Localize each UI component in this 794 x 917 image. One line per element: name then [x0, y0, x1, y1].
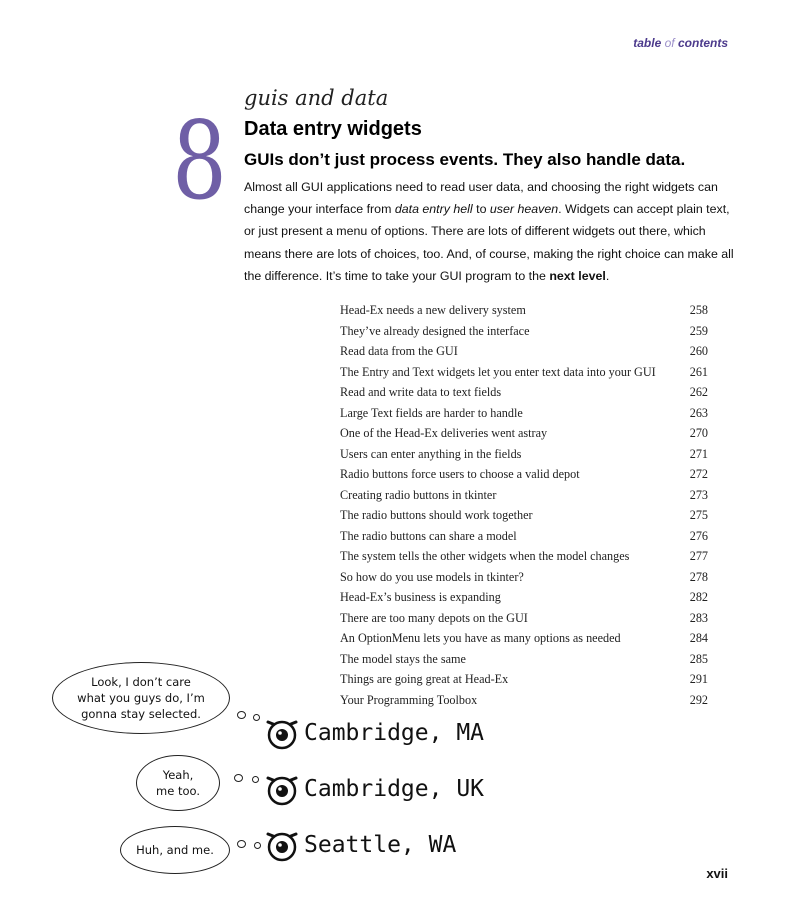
depot-label-3: Seattle, WA [304, 832, 457, 858]
intro-text-1: Almost all GUI applications need to read user data, and choosing the right widgets can change your interface from [244, 180, 718, 217]
toc-entry[interactable] [340, 341, 708, 362]
depot-option-2 [264, 772, 484, 806]
toc-entry-page: 285 [689, 651, 708, 666]
toc-entry-title: There are too many depots on the GUI [340, 610, 528, 625]
intro-bold: next level [549, 268, 606, 283]
toc-entry-page: 271 [689, 446, 708, 461]
toc-entry-page: 261 [689, 364, 708, 379]
toc-entry[interactable] [340, 362, 708, 383]
depot-option-3 [264, 828, 456, 862]
depot-option-1 [264, 716, 484, 750]
toc-entry-title: Users can enter anything in the fields [340, 446, 522, 461]
toc-entry-page: 275 [689, 508, 708, 522]
toc-entry-title: Head-Ex needs a new delivery system [340, 303, 526, 317]
toc-entry[interactable] [340, 382, 708, 403]
toc-entry[interactable] [340, 300, 708, 321]
thought-bubble-1 [52, 662, 230, 734]
toc-entry-page: 276 [689, 528, 708, 543]
thought-dot [234, 774, 243, 782]
toc-entry-page: 270 [689, 426, 708, 440]
toc-entry-title: An OptionMenu lets you have as many options as needed [340, 631, 621, 645]
chapter-title: Data entry widgets [244, 118, 422, 140]
toc-entry-page: 258 [689, 303, 708, 317]
toc-entry-title: Your Programming Toolbox [340, 692, 478, 707]
toc-entry-title: Head-Ex’s business is expanding [340, 590, 501, 604]
toc-entry-title: One of the Head-Ex deliveries went astray [340, 426, 548, 440]
toc-entry-title: Read and write data to text fields [340, 385, 502, 399]
chapter-intro [244, 176, 734, 287]
header-word-table: table [633, 36, 662, 50]
page-number: xvii [706, 866, 728, 881]
chapter-subtitle: GUIs don’t just process events. They also handle data. [244, 150, 686, 169]
toc-entry[interactable] [340, 321, 708, 342]
toc-entry[interactable] [340, 444, 708, 465]
toc-entry[interactable] [340, 403, 708, 424]
toc-entry-page: 292 [689, 692, 708, 707]
toc-entry-title: Creating radio buttons in tkinter [340, 487, 497, 502]
toc-entry-title: Large Text fields are harder to handle [340, 405, 523, 420]
toc-entry[interactable] [340, 628, 708, 649]
toc-entry[interactable] [340, 690, 708, 711]
toc-entry[interactable] [340, 526, 708, 547]
toc-entry[interactable] [340, 587, 708, 608]
toc-entry-page: 282 [689, 590, 708, 604]
toc-entry[interactable] [340, 669, 708, 690]
intro-emphasis-1: data entry hell [394, 202, 473, 217]
toc-entry[interactable] [340, 423, 708, 444]
toc-entry[interactable] [340, 567, 708, 588]
thought-dot [237, 840, 246, 848]
header-word-contents: contents [677, 36, 728, 50]
header-word-of: of [664, 36, 675, 50]
thought-bubble-2 [136, 755, 220, 811]
chapter-number: 8 [172, 99, 227, 224]
intro-emphasis-2: user heaven [489, 202, 559, 217]
toc-entry[interactable] [340, 505, 708, 526]
toc-entry-title: The radio buttons can share a model [340, 528, 517, 543]
toc-entry-page: 277 [689, 549, 708, 563]
intro-text-3: . Widgets can accept plain text, or just present a menu of options. There are lots of different widgets out there, which means there are lots of choices, too. And, of course, making the right choice can make all the difference. It’s time to take your GUI program to the [244, 202, 734, 283]
toc-entry[interactable] [340, 464, 708, 485]
thought-bubble-3-text: Huh, and me. [136, 843, 214, 857]
toc-entry-title: So how do you use models in tkinter? [340, 569, 524, 584]
radio-button-face-icon [264, 772, 300, 806]
toc-entry-title: The Entry and Text widgets let you enter text data into your GUI [340, 364, 656, 379]
toc-entry-title: They’ve already designed the interface [340, 323, 530, 338]
thought-bubble-1-text: Look, I don’t care what you guys do, I’m gonna stay selected. [77, 675, 205, 721]
toc-entry-page: 283 [689, 610, 708, 625]
toc-entry[interactable] [340, 608, 708, 629]
toc-entry-page: 272 [689, 467, 708, 481]
toc-entry[interactable] [340, 649, 708, 670]
toc-entry-page: 284 [689, 631, 708, 645]
toc-entry-title: The system tells the other widgets when the model changes [340, 549, 630, 563]
intro-text-4: . [605, 268, 610, 283]
chapter-label: guis and data [244, 86, 389, 110]
depot-label-2: Cambridge, UK [304, 776, 485, 802]
running-header [633, 36, 728, 50]
toc-entry-page: 273 [689, 487, 708, 502]
toc-entry-page: 278 [689, 569, 708, 584]
toc-entry-title: The radio buttons should work together [340, 508, 533, 522]
toc-entry-page: 263 [689, 405, 708, 420]
thought-dot [237, 711, 246, 719]
toc-entry-page: 291 [689, 672, 708, 686]
thought-dot [253, 714, 260, 721]
radio-button-face-icon [264, 828, 300, 862]
depot-label-1: Cambridge, MA [304, 720, 485, 746]
toc-entry-page: 260 [689, 344, 708, 358]
toc-entry[interactable] [340, 546, 708, 567]
thought-dot [254, 842, 261, 849]
thought-dot [252, 776, 259, 783]
thought-bubble-3 [120, 826, 230, 874]
intro-text-2: to [472, 202, 490, 217]
toc-list [340, 300, 708, 710]
toc-entry-page: 262 [689, 385, 708, 399]
radio-button-face-icon [264, 716, 300, 750]
toc-entry-title: Read data from the GUI [340, 344, 458, 358]
toc-entry[interactable] [340, 485, 708, 506]
toc-entry-page: 259 [689, 323, 708, 338]
toc-entry-title: The model stays the same [340, 651, 466, 666]
toc-entry-title: Radio buttons force users to choose a valid depot [340, 467, 580, 481]
toc-entry-title: Things are going great at Head-Ex [340, 672, 509, 686]
thought-bubble-2-text: Yeah, me too. [156, 768, 200, 798]
